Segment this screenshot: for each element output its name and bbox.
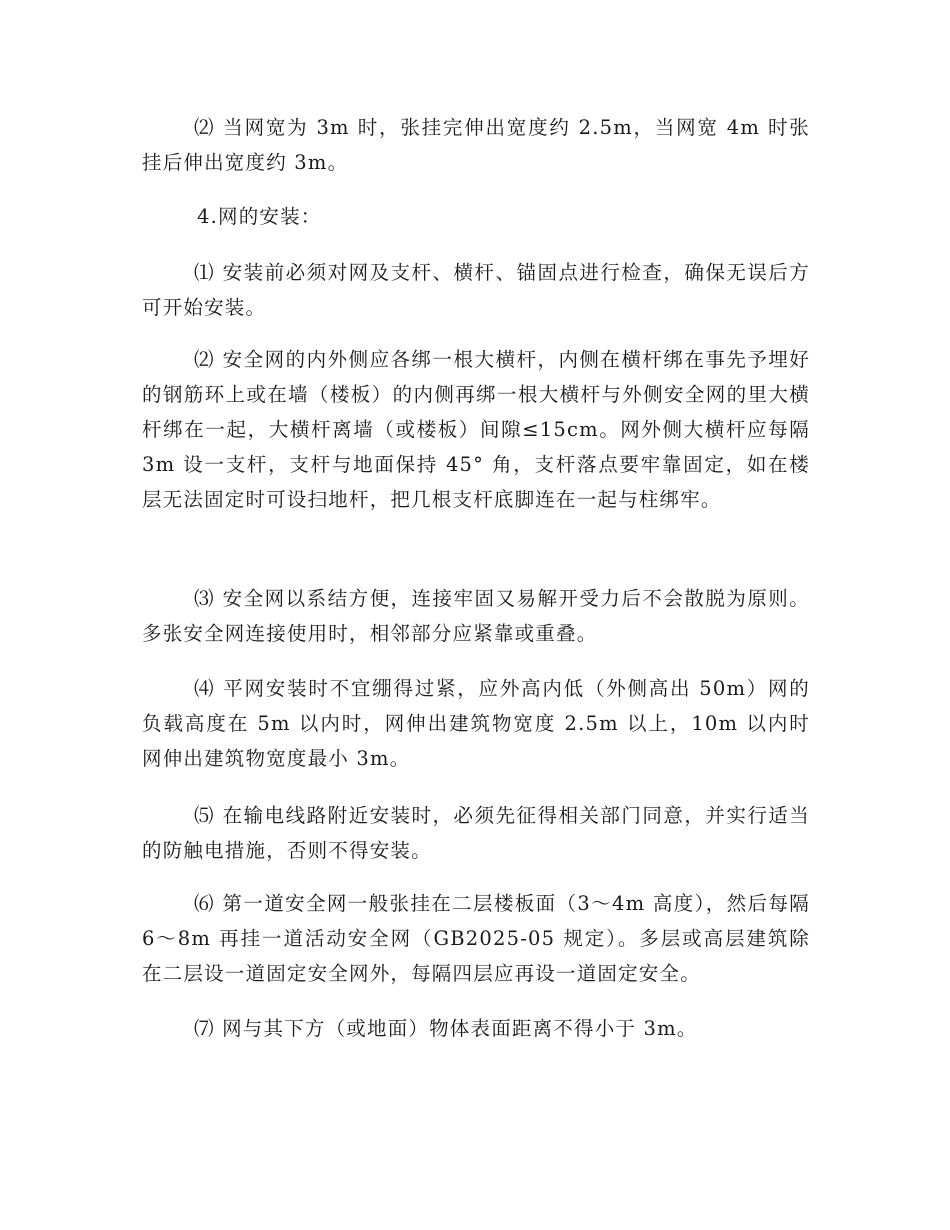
paragraph-clearance: ⑺ 网与其下方（或地面）物体表面距离不得小于 3m。 [194, 1017, 698, 1040]
paragraph-net-width: ⑵ 当网宽为 3m 时，张挂完伸出宽度约 2.5m，当网宽 4m 时张挂后伸出宽度约 3m。 [142, 116, 810, 174]
paragraph-tying: ⑶ 安全网以系结方便，连接牢固又易解开受力后不会散脱为原则。多张安全网连接使用时，相邻部分应紧靠或重叠。 [142, 587, 810, 645]
paragraph-inspection: ⑴ 安装前必须对网及支杆、横杆、锚固点进行检查，确保无误后方可开始安装。 [142, 261, 810, 319]
paragraph-crossbars: ⑵ 安全网的内外侧应各绑一根大横杆，内侧在横杆绑在事先予埋好的钢筋环上或在墙（楼板）的内侧再绑一根大横杆与外侧安全网的里大横杆绑在一起，大横杆离墙（或楼板）间隙≤15cm。网外侧大横杆应每隔 3m 设一支杆，支杆与地面保持 45° 角，支杆落点要牢靠固定，如在楼层无法固定时可设扫地杆，把几根支杆底脚连在一起与柱绑牢。 [142, 348, 810, 511]
section-heading-net-installation: 4.网的安装： [197, 205, 322, 228]
paragraph-flat-net: ⑷ 平网安装时不宜绷得过紧，应外高内低（外侧高出 50m）网的负载高度在 5m 以内时，网伸出建筑物宽度 2.5m 以上，10m 以内时网伸出建筑物宽度最小 3m。 [142, 677, 810, 770]
paragraph-first-net: ⑹ 第一道安全网一般张挂在二层楼板面（3～4m 高度），然后每隔 6～8m 再挂一道活动安全网（GB2025-05 规定）。多层或高层建筑除在二层设一道固定安全网外，每隔四层应再设一道固定安全。 [142, 892, 810, 985]
paragraph-power-lines: ⑸ 在输电线路附近安装时，必须先征得相关部门同意，并实行适当的防触电措施，否则不得安装。 [142, 804, 810, 862]
